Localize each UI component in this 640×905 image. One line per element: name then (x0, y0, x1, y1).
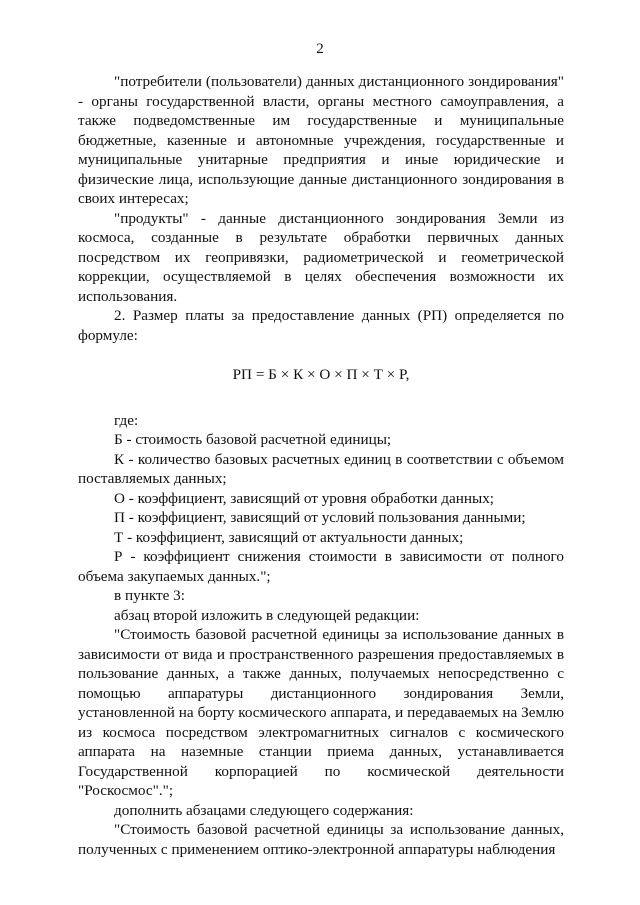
paragraph-amend-second: абзац второй изложить в следующей редакции: (114, 606, 420, 624)
paragraph-variable-b: Б - стоимость базовой расчетной единицы; (114, 431, 392, 448)
page-number: 2 (316, 41, 324, 57)
paragraph-consumers-definition: "потребители (пользователи) данных дистанционного зондирования" - органы государственной власти, органы местного самоуправления, а также подведомственные им государственные и муниципальные бюджетные, казенные и автономные учреждения, государственные и муниципальные унитарные предприятия и иные юридические и физические лица, использующие данные дистанционного зондирования в своих интересах; (78, 73, 564, 207)
paragraph-in-clause-3: в пункте 3: (114, 587, 185, 604)
paragraph-variable-p: П - коэффициент, зависящий от условий пользования данными; (114, 509, 526, 526)
paragraph-base-unit-cost: "Стоимость базовой расчетной единицы за использование данных в зависимости от вида и пространственного разрешения предоставляемых в пользование данных, а также данных, получаемых непосредственно с помощью аппаратуры дистанционного зондирования Земли, установленной на борту космического аппарата, и передаваемых на Землю из космоса посредством электромагнитных сигналов с космического аппарата на наземные станции приема данных, устанавливается Государственной корпорацией по космической деятельности "Роскосмос"."; (78, 626, 564, 799)
paragraph-optical-data-cost: "Стоимость базовой расчетной единицы за использование данных, полученных с применением оптико-электронной аппаратуры наблюдения (78, 821, 564, 858)
paragraph-fee-formula-intro: 2. Размер платы за предоставление данных (РП) определяется по формуле: (78, 307, 564, 344)
paragraph-variable-r: Р - коэффициент снижения стоимости в зависимости от полного объема закупаемых данных."; (78, 548, 564, 585)
fee-formula: РП = Б × К × О × П × Т × Р, (232, 366, 410, 383)
paragraph-variable-k: К - количество базовых расчетных единиц в соответствии с объемом поставляемых данных; (78, 450, 564, 487)
document-body (78, 72, 564, 859)
paragraph-variable-t: Т - коэффициент, зависящий от актуальности данных; (114, 528, 464, 546)
paragraph-where: где: (114, 411, 139, 429)
paragraph-variable-o: О - коэффициент, зависящий от уровня обработки данных; (114, 489, 495, 507)
paragraph-products-definition: "продукты" - данные дистанционного зондирования Земли из космоса, созданные в результате обработки первичных данных посредством их геопривязки, радиометрической и геометрической коррекции, осуществляемой в целях обеспечения возможности их использования. (78, 209, 564, 305)
paragraph-supplement: дополнить абзацами следующего содержания: (114, 801, 414, 819)
